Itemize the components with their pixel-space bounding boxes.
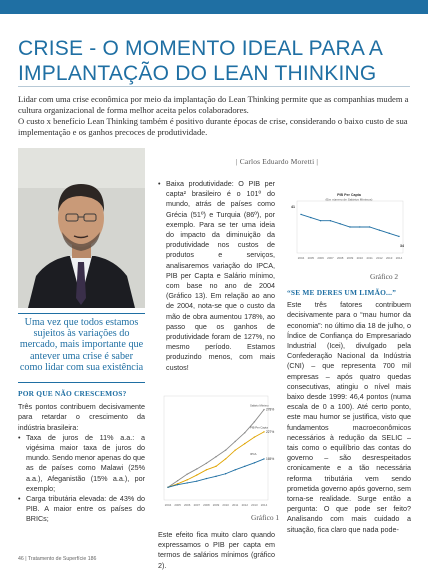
data-point: [206, 463, 207, 464]
data-point: [235, 469, 236, 470]
x-tick-label: 2008: [336, 256, 344, 260]
data-point: [215, 456, 216, 457]
chart-2: [287, 187, 411, 277]
data-point: [254, 462, 255, 463]
data-point: [244, 432, 245, 433]
chart-2-svg: [287, 187, 411, 269]
top-color-bar: [0, 0, 428, 14]
section-1-body: Três pontos contribuem decisivamente para retardar o crescimento da indústria brasileira:: [18, 402, 145, 432]
column-2-after-chart: [158, 530, 275, 571]
data-point: [244, 443, 245, 444]
data-point: [340, 223, 341, 224]
x-tick-label: 2013: [385, 256, 393, 260]
chart-1: [158, 392, 280, 522]
data-point: [206, 478, 207, 479]
x-tick-label: 2011: [232, 503, 239, 507]
series-line: [168, 410, 264, 488]
data-point: [225, 473, 226, 474]
series-label: Salário Mínimo: [250, 403, 269, 408]
quote-top-rule: [18, 313, 145, 314]
x-tick-label: 2011: [366, 256, 373, 260]
x-tick-label: 2005: [174, 503, 181, 507]
series-line: [301, 214, 399, 236]
end-value-label: 227%: [266, 429, 275, 434]
title-line-2: IMPLANTAÇÃO DO LEAN THINKING: [18, 62, 377, 85]
data-point: [196, 480, 197, 481]
data-point: [177, 480, 178, 481]
section-heading-lemon: “SE ME DERES UM LIMÃO...”: [287, 288, 397, 297]
data-point: [310, 217, 311, 218]
chart-2-caption: Gráfico 2: [370, 272, 399, 281]
column-2: [158, 179, 275, 373]
page-footer: 46 | Tratamento de Superfície 186: [18, 556, 97, 562]
data-point: [196, 468, 197, 469]
author-portrait-illustration: [18, 148, 145, 308]
column-2-closing-text: Este efeito fica muito claro quando expressamos o PIB per capta em termos de salários mínimos (gráfico 2).: [158, 530, 275, 570]
end-value-label: 278%: [266, 407, 275, 412]
x-tick-label: 2007: [327, 256, 334, 260]
data-point: [263, 431, 264, 432]
column-3-body: Este três fatores contribuem decisivamente para o “mau humor da economia”: no último dia 18 de julho, o Índice de Confiança do Empresariado Industrial (Icei), divulgado pela Confederação Nacional da Indústria (CNI) – que representa 700 mil empresas – após quatro quedas consecutivas, atingiu o nível mais baixo desde 1999: 46,4 pontos (numa escala de 0 a 100). Até certo ponto, este mau humor se justifica, visto que fundamentos macroeconômicos necessários à redução da SELIC – tais como o equilíbrio das contas do governo – são desrespeitados cronicamente e a tão necessária reforma tributária vem sendo prometida governo após governo, sem torna-se realidade. Surge então a pergunta: O que pode ser feito? Analisando com mais cuidado a situação, fica claro que nada pode-: [287, 300, 411, 534]
title-divider: [18, 86, 410, 87]
x-tick-label: 2005: [307, 256, 315, 260]
x-tick-label: 2009: [346, 256, 354, 260]
data-point: [187, 473, 188, 474]
column-2-bullet-list: [158, 179, 275, 373]
author-byline: | Carlos Eduardo Moretti |: [236, 157, 319, 166]
end-value-label: 165%: [266, 456, 275, 461]
series-line: [168, 432, 264, 487]
x-tick-label: 2008: [203, 503, 210, 507]
data-point: [254, 421, 255, 422]
intro-paragraph-1: Lidar com uma crise econômica por meio da implantação do Lean Thinking permite que as companhias mudem a cultura organizacional de forma melhor aceita pelos colaboradores.: [18, 94, 409, 115]
data-point: [215, 466, 216, 467]
x-tick-label: 2014: [260, 503, 268, 507]
data-point: [225, 458, 226, 459]
x-tick-label: 2007: [193, 503, 201, 507]
x-tick-label: 2006: [183, 503, 191, 507]
x-tick-label: 2010: [222, 503, 229, 507]
data-point: [196, 474, 197, 475]
quote-bottom-rule: [18, 382, 145, 383]
data-point: [225, 449, 226, 450]
column-1: [18, 389, 145, 525]
x-tick-label: 2012: [376, 256, 383, 260]
series-line: [168, 459, 264, 487]
data-point: [167, 487, 168, 488]
data-point: [177, 484, 178, 485]
chart-1-caption: Gráfico 1: [251, 513, 280, 522]
intro-paragraph-2: O custo x benefício Lean Thinking também é positivo durante épocas de crise, considerando o baixo custo de sua implementação e os ganhos precoces de produtividade.: [18, 116, 408, 137]
x-tick-label: 2006: [317, 256, 324, 260]
x-tick-label: 2004: [297, 256, 305, 260]
data-point: [235, 449, 236, 450]
data-point: [263, 409, 264, 410]
data-point: [206, 469, 207, 470]
data-point: [235, 441, 236, 442]
data-point: [215, 476, 216, 477]
article-title: [18, 36, 418, 86]
chart-2-last-value: 34: [400, 244, 404, 248]
data-point: [244, 466, 245, 467]
bullet-interest-rate: • Taxa de juros de 11% a.a.: a vigésima maior taxa de juros do mundo. Sendo menor apenas do que as de países como Malawi (25% a.a.), Afeganistão (15% a.a.), por exemplo;: [18, 433, 145, 494]
data-point: [379, 229, 380, 230]
x-tick-label: 2013: [251, 503, 258, 507]
x-tick-label: 2010: [356, 256, 364, 260]
data-point: [389, 233, 390, 234]
chart-1-svg: [158, 392, 280, 514]
data-point: [330, 220, 331, 221]
chart-2-subtitle: (Em número de Salários Mínimos): [325, 197, 373, 202]
data-point: [263, 458, 264, 459]
x-tick-label: 2009: [212, 503, 220, 507]
section-heading-why-not-grow: POR QUE NÃO CRESCEMOS?: [18, 389, 127, 398]
bullet-low-productivity: • Baixa produtividade: O PIB per capta² brasileiro é o 101º do mundo, atrás de países como Grécia (51º) e Turquia (86º), por exemplo. Para se ter uma ideia do impacto da diminuição da produtividade nos custos de produtos e serviços, analisaremos variação do IPCA, PIB per Capta e Salário mínimo, com base no ano de 2004 (Gráfico 13). Em relação ao ano de 2004, nota-se que o custo da mão de obra aumentou 178%, ao passo que os ganhos de produtividade foram de 127%, no mesmo período. Estamos produzindo menos, com mais custos!: [158, 179, 275, 373]
data-point: [187, 482, 188, 483]
data-point: [254, 436, 255, 437]
data-point: [320, 220, 321, 221]
data-point: [369, 226, 370, 227]
section-1-bullet-list: [18, 433, 145, 525]
data-point: [359, 226, 360, 227]
bullet-tax-burden: • Carga tributária elevada: de 43% do PIB. A maior entre os países do BRICs;: [18, 494, 145, 525]
column-3: [287, 288, 411, 535]
x-tick-label: 2014: [395, 256, 403, 260]
data-point: [398, 236, 399, 237]
data-point: [300, 214, 301, 215]
article-intro: [18, 94, 410, 138]
series-label: IPCA: [250, 451, 257, 456]
author-photo: [18, 148, 145, 308]
chart-2-first-value: 41: [291, 205, 295, 209]
title-line-1: CRISE - O MOMENTO IDEAL PARA A: [18, 37, 384, 60]
pull-quote: Uma vez que todos estamos sujeitos às variações do mercado, mais importante que antever uma crise é saber como lidar com sua existência: [19, 317, 144, 373]
x-tick-label: 2012: [241, 503, 249, 507]
x-tick-label: 2004: [164, 503, 172, 507]
data-point: [187, 479, 188, 480]
series-label: PIB Per Capta: [250, 425, 268, 430]
data-point: [349, 226, 350, 227]
chart-2-title: PIB Per Capta: [337, 193, 361, 197]
